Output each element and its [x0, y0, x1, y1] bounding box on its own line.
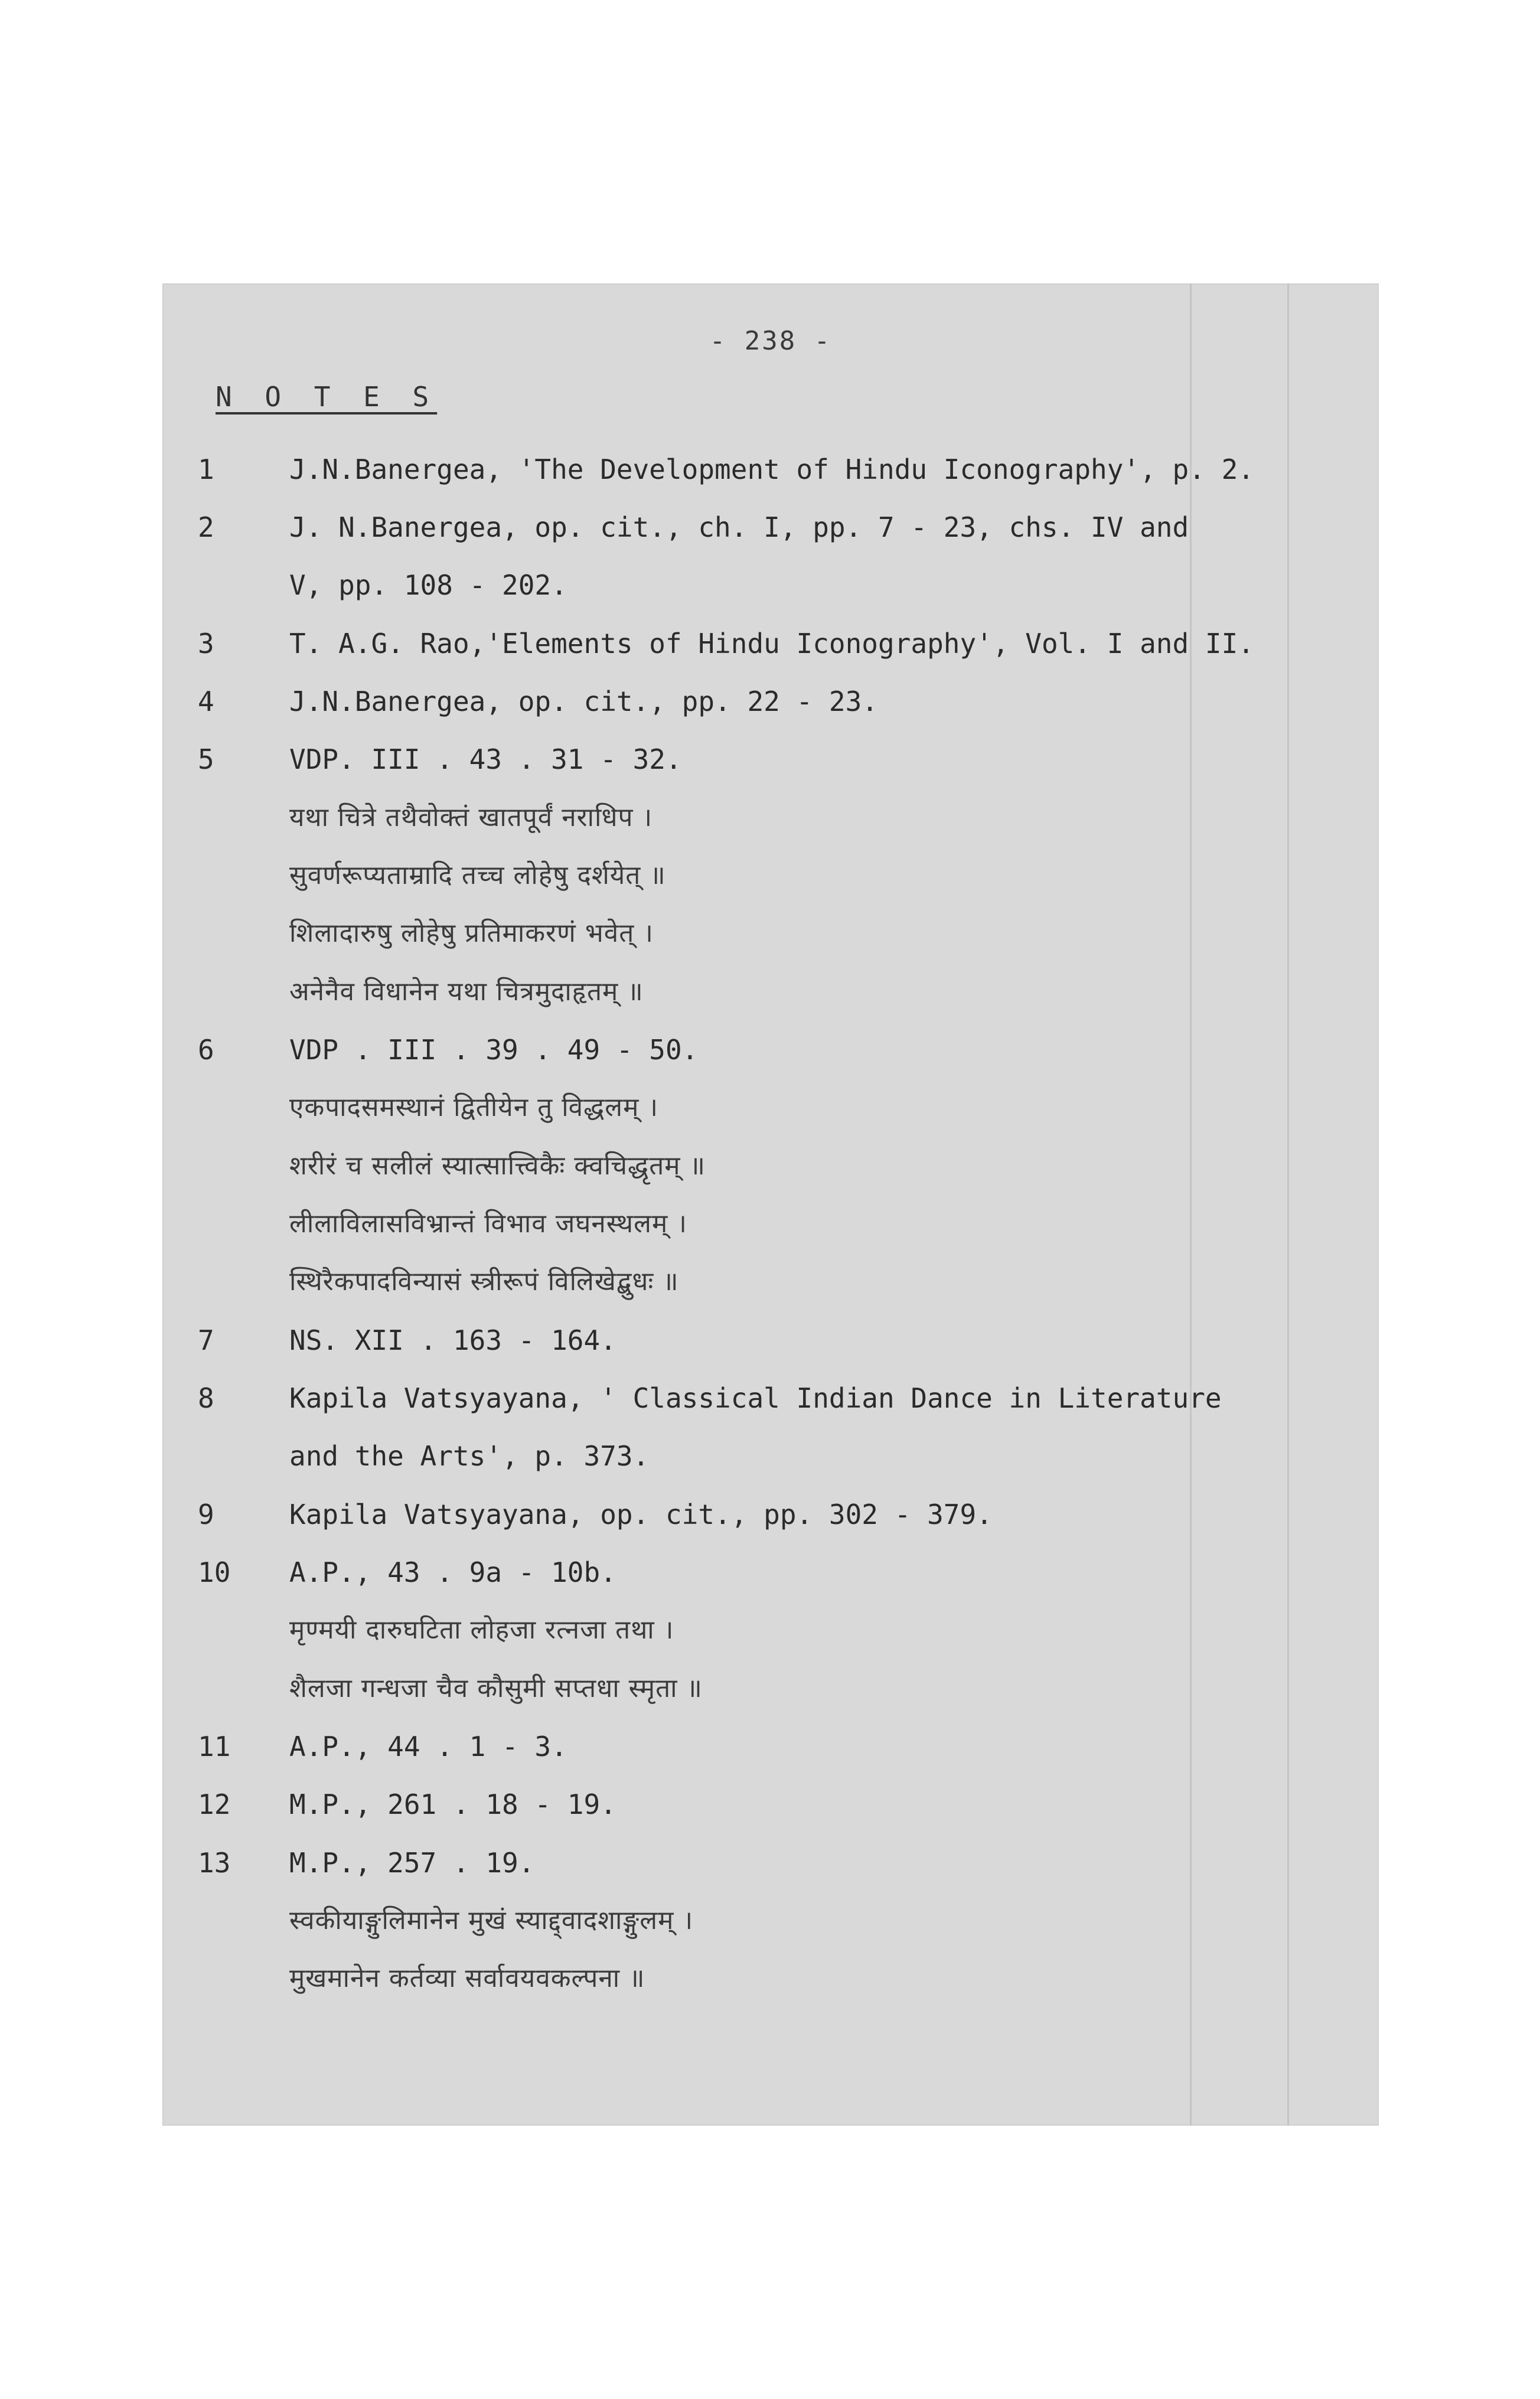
- note-text: VDP . III . 39 . 49 - 50.: [289, 1034, 699, 1066]
- document-page: [162, 283, 1379, 2126]
- note-text: A.P., 44 . 1 - 3.: [289, 1731, 567, 1762]
- note-text: VDP. III . 43 . 31 - 32.: [289, 743, 682, 775]
- note-number: 5: [198, 743, 214, 775]
- note-number: 7: [198, 1324, 214, 1356]
- note-text: Kapila Vatsyayana, op. cit., pp. 302 - 379.: [289, 1499, 993, 1530]
- note-row: [162, 1778, 1379, 1831]
- sanskrit-verse-line: [162, 1894, 1379, 1947]
- note-number: 3: [198, 628, 214, 660]
- sanskrit-text: यथा चित्रे तथैवोक्तं खातपूर्वं नराधिप ।: [289, 802, 653, 833]
- sanskrit-text: सुवर्णरूप्यताम्रादि तच्च लोहेषु दर्शयेत् ॥: [289, 860, 666, 890]
- note-text: V, pp. 108 - 202.: [289, 569, 567, 601]
- note-row: [162, 1546, 1379, 1599]
- sanskrit-verse-line: [162, 1952, 1379, 2005]
- note-text: J.N.Banergea, 'The Development of Hindu Iconography', p. 2.: [289, 453, 1254, 485]
- note-number: 8: [198, 1382, 214, 1414]
- sanskrit-verse-line: [162, 1081, 1379, 1134]
- note-text: M.P., 257 . 19.: [289, 1847, 535, 1879]
- note-number: 2: [198, 511, 214, 543]
- note-text: J.N.Banergea, op. cit., pp. 22 - 23.: [289, 686, 878, 717]
- note-text: A.P., 43 . 9a - 10b.: [289, 1556, 616, 1588]
- sanskrit-text: शिलादारुषु लोहेषु प्रतिमाकरणं भवेत् ।: [289, 918, 654, 948]
- note-row: [162, 1836, 1379, 1889]
- sanskrit-verse-line: [162, 1255, 1379, 1308]
- note-text: J. N.Banergea, op. cit., ch. I, pp. 7 - 23, chs. IV and: [289, 511, 1189, 543]
- sanskrit-text: शैलजा गन्धजा चैव कौसुमी सप्तधा स्मृता ॥: [289, 1673, 703, 1703]
- note-number: 12: [198, 1788, 231, 1820]
- sanskrit-verse-line: [162, 1604, 1379, 1657]
- note-number: 11: [198, 1731, 231, 1762]
- sanskrit-text: शरीरं च सलीलं स्यात्सात्त्विकैः क्वचिद्धृतम् ॥: [289, 1151, 706, 1181]
- note-row: [162, 1720, 1379, 1773]
- sanskrit-text: अनेनैव विधानेन यथा चित्रमुदाहृतम् ॥: [289, 977, 644, 1007]
- note-number: 1: [198, 453, 214, 485]
- note-text: M.P., 261 . 18 - 19.: [289, 1788, 616, 1820]
- note-row: [162, 675, 1379, 728]
- note-text: and the Arts', p. 373.: [289, 1440, 650, 1472]
- sanskrit-verse-line: [162, 1140, 1379, 1193]
- note-row: [162, 443, 1379, 496]
- note-number: 13: [198, 1847, 231, 1879]
- note-row: [162, 617, 1379, 670]
- sanskrit-verse-line: [162, 1197, 1379, 1251]
- sanskrit-text: स्थिरैकपादविन्यासं स्त्रीरूपं विलिखेद्बुधः ॥: [289, 1267, 679, 1297]
- sanskrit-verse-line: [162, 791, 1379, 844]
- note-row: [162, 559, 1379, 612]
- note-row: [162, 733, 1379, 786]
- note-number: 9: [198, 1499, 214, 1530]
- sanskrit-text: मृण्मयी दारुघटिता लोहजा रत्नजा तथा ।: [289, 1615, 674, 1645]
- note-number: 10: [198, 1556, 231, 1588]
- sanskrit-text: मुखमानेन कर्तव्या सर्वावयवकल्पना ॥: [289, 1963, 645, 1993]
- note-row: [162, 1314, 1379, 1367]
- notes-heading: N O T E S: [216, 381, 438, 413]
- sanskrit-text: स्वकीयाङ्गुलिमानेन मुखं स्याद्द्वादशाङ्गुलम् ।: [289, 1905, 694, 1935]
- note-row: [162, 1023, 1379, 1076]
- note-row: [162, 501, 1379, 554]
- note-text: NS. XII . 163 - 164.: [289, 1324, 616, 1356]
- note-text: Kapila Vatsyayana, ' Classical Indian Dance in Literature: [289, 1382, 1222, 1414]
- sanskrit-text: एकपादसमस्थानं द्वितीयेन तु विद्धलम् ।: [289, 1092, 659, 1122]
- note-row: [162, 1488, 1379, 1541]
- sanskrit-verse-line: [162, 849, 1379, 902]
- sanskrit-verse-line: [162, 965, 1379, 1019]
- note-row: [162, 1429, 1379, 1483]
- note-text: T. A.G. Rao,'Elements of Hindu Iconography', Vol. I and II.: [289, 628, 1254, 660]
- note-row: [162, 1372, 1379, 1425]
- sanskrit-verse-line: [162, 1662, 1379, 1715]
- sanskrit-verse-line: [162, 907, 1379, 960]
- note-number: 4: [198, 686, 214, 717]
- page-number: - 238 -: [709, 326, 832, 356]
- sanskrit-text: लीलाविलासविभ्रान्तं विभाव जघनस्थलम् ।: [289, 1209, 687, 1239]
- note-number: 6: [198, 1034, 214, 1066]
